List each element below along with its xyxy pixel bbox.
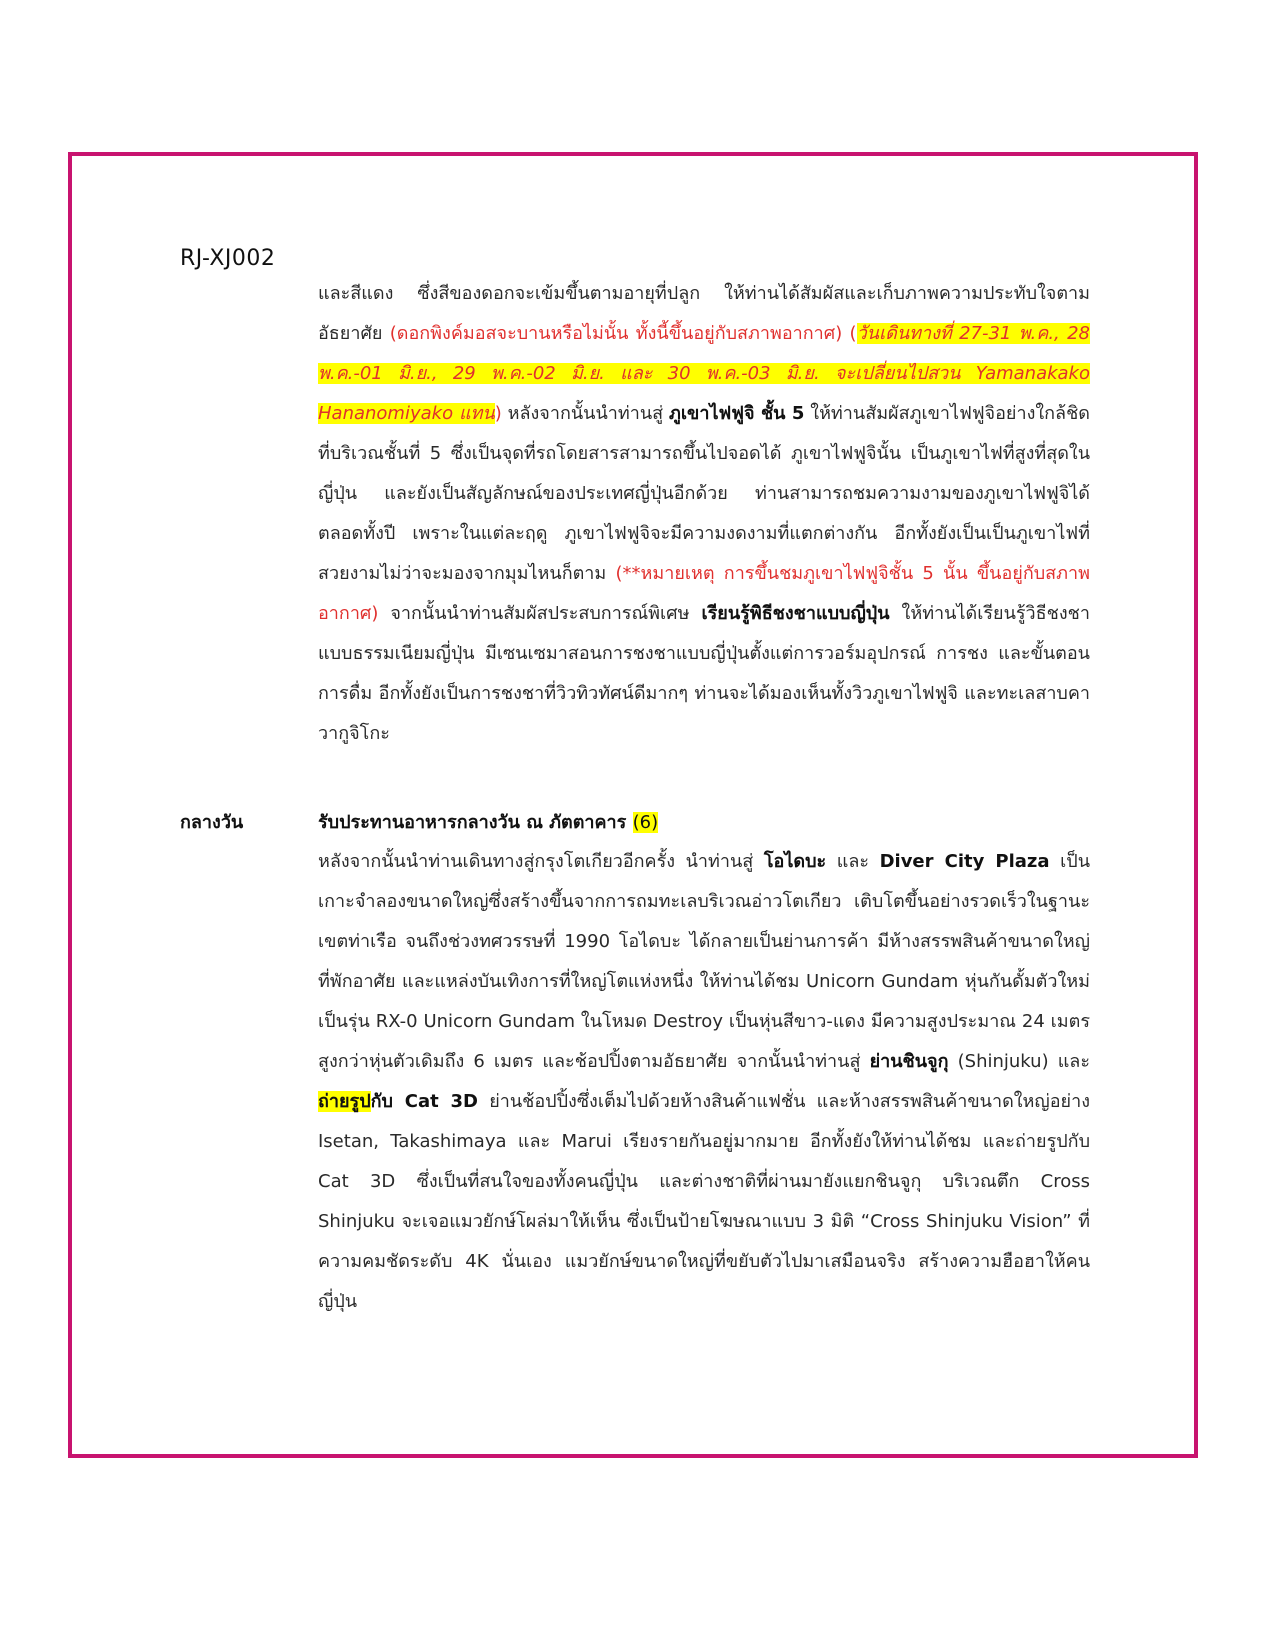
text-segment: และสีแดง ซึ่งสีของดอกจะเข้มขึ้นตามอายุที่ปลูก ให้ท่านได้สัมผัสและเก็บภาพความประทับใจตามอัธยาศัย bbox=[318, 283, 1090, 344]
fuji-station-5: ภูเขาไฟฟูจิ ชั้น 5 bbox=[669, 403, 805, 424]
text-segment: และ bbox=[826, 851, 880, 872]
text-segment: ) bbox=[494, 403, 502, 424]
text-segment: หลังจากนั้นนำท่านเดินทางสู่กรุงโตเกียวอีกครั้ง นำท่านสู่ bbox=[318, 851, 764, 872]
text-segment: เป็นเกาะจำลองขนาดใหญ่ซึ่งสร้างขึ้นจากการถมทะเลบริเวณอ่าวโตเกียว เติบโตขึ้นอย่างรวดเร็วในฐานะเขตท่าเรือ จนถึงช่วงทศวรรษที่ 1990 โอไดบะ ได้กลายเป็นย่านการค้า มีห้างสรรพสินค้าขนาดใหญ่ ที่พักอาศัย และแหล่งบันเทิงการที่ใหญ่โตแห่งหนึ่ง ให้ท่านได้ชม Unicorn Gundam หุ่นกันดั้มตัวใหม่เป็นรุ่น RX-0 Unicorn Gundam ในโหมด Destroy เป็นหุ่นสีขาว-แดง มีความสูงประมาณ 24 เมตร สูงกว่าหุ่นตัวเดิมถึง 6 เมตร และช้อปปิ้งตามอัธยาศัย จากนั้นนำท่านสู่ bbox=[318, 851, 1090, 1072]
meal-number: (6) bbox=[632, 812, 659, 833]
morning-paragraph bbox=[318, 274, 1090, 754]
weather-note: (ดอกพิงค์มอสจะบานหรือไม่นั้น ทั้งนี้ขึ้นอยู่กับสภาพอากาศ) bbox=[389, 323, 843, 344]
shinjuku-name: ย่านชินจูกุ bbox=[869, 1051, 949, 1072]
diver-city-name: Diver City Plaza bbox=[879, 851, 1050, 872]
cat-3d-name: กับ Cat 3D bbox=[370, 1091, 478, 1112]
text-segment: ให้ท่านได้เรียนรู้วิธีชงชาแบบธรรมเนียมญี่ปุ่น มีเซนเซมาสอนการชงชาแบบญี่ปุ่นตั้งแต่การวอร์มอุปกรณ์ การชง และขั้นตอนการดื่ม อีกทั้งยังเป็นการชงชาที่วิวทิวทัศน์ดีมากๆ ท่านจะได้มองเห็นทั้งวิวภูเขาไฟฟูจิ และทะเลสาบคาวากูจิโกะ bbox=[318, 603, 1090, 744]
text-segment: จากนั้นนำท่านสัมผัสประสบการณ์พิเศษ bbox=[378, 603, 702, 624]
lunch-label: กลางวัน bbox=[180, 812, 244, 833]
photo-highlight: ถ่ายรูป bbox=[318, 1091, 371, 1112]
lunch-heading bbox=[318, 803, 658, 843]
afternoon-paragraph bbox=[318, 842, 1090, 1322]
text-segment: ให้ท่านสัมผัสภูเขาไฟฟูจิอย่างใกล้ชิดที่บริเวณชั้นที่ 5 ซึ่งเป็นจุดที่รถโดยสารสามารถขึ้นไปจอดได้ ภูเขาไฟฟูจินั้น เป็นภูเขาไฟที่สูงที่สุดในญี่ปุ่น และยังเป็นสัญลักษณ์ของประเทศญี่ปุ่นอีกด้วย ท่านสามารถชมความงามของภูเขาไฟฟูจิได้ตลอดทั้งปี เพราะในแต่ละฤดู ภูเขาไฟฟูจิจะมีความงดงามที่แตกต่างกัน อีกทั้งยังเป็นเป็นภูเขาไฟที่สวยงามไม่ว่าจะมองจากมุมไหนก็ตาม bbox=[318, 403, 1090, 584]
text-segment: ( bbox=[842, 323, 857, 344]
fuji-weather-note: (**หมายเหตุ การขึ้นชมภูเขาไฟฟูจิชั้น 5 นั้น ขึ้นอยู่กับสภาพอากาศ) bbox=[318, 563, 1090, 624]
text-segment: ย่านช้อปปิ้งซึ่งเต็มไปด้วยห้างสินค้าแฟชั่น และห้างสรรพสินค้าขนาดใหญ่อย่าง Isetan, Takashimaya และ Marui เรียงรายกันอยู่มากมาย อีกทั้งยังให้ท่านได้ชม และถ่ายรูปกับ Cat 3D ซึ่งเป็นที่สนใจของทั้งคนญี่ปุ่น และต่างชาติที่ผ่านมายังแยกชินจูกุ บริเวณตึก Cross Shinjuku จะเจอแมวยักษ์โผล่มาให้เห็น ซึ่งเป็นป้ายโฆษณาแบบ 3 มิติ “Cross Shinjuku Vision” ที่ความคมชัดระดับ 4K นั่นเอง แมวยักษ์ขนาดใหญ่ที่ขยับตัวไปมาเสมือนจริง สร้างความฮือฮาให้คนญี่ปุ่น bbox=[318, 1091, 1090, 1312]
highlighted-date-note: วันเดินทางที่ 27-31 พ.ค., 28 พ.ค.-01 มิ.ย., 29 พ.ค.-02 มิ.ย. และ 30 พ.ค.-03 มิ.ย. จะเปลี่ยนไปสวน Yamanakako Hananomiyako แทน bbox=[318, 323, 1090, 424]
tour-code: RJ-XJ002 bbox=[180, 246, 276, 271]
lunch-text: รับประทานอาหารกลางวัน ณ ภัตตาคาร bbox=[318, 812, 633, 833]
odaiba-name: โอไดบะ bbox=[763, 851, 827, 872]
text-segment: หลังจากนั้นนำท่านสู่ bbox=[501, 403, 670, 424]
tea-ceremony-title: เรียนรู้พิธีชงชาแบบญี่ปุ่น bbox=[701, 603, 890, 624]
text-segment: (Shinjuku) และ bbox=[948, 1051, 1091, 1072]
